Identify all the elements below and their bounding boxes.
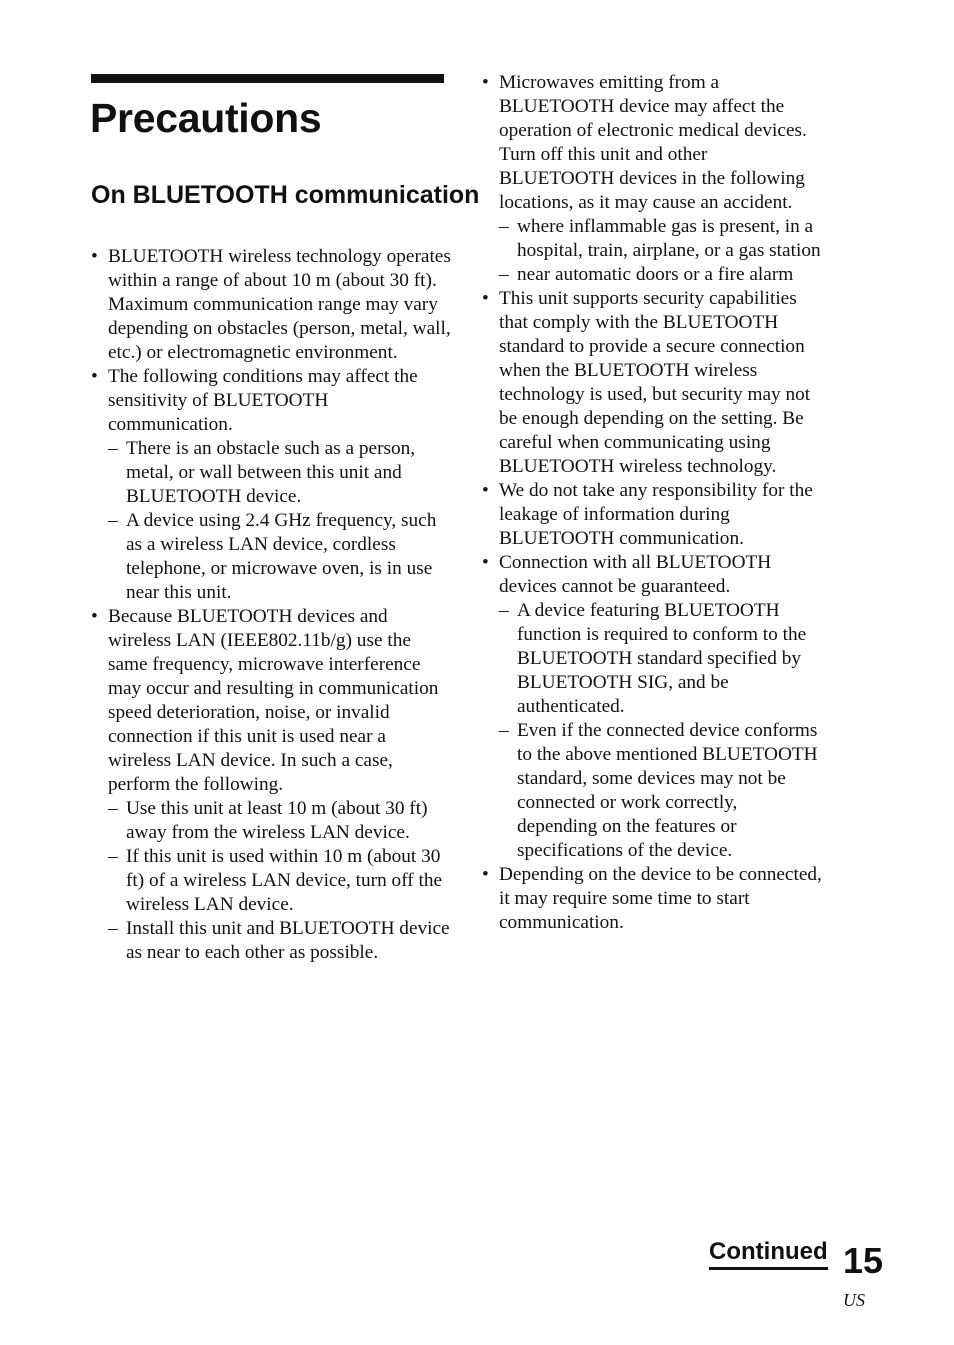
page-title: Precautions (90, 95, 322, 141)
title-rule (91, 74, 444, 83)
page-number: 15 (843, 1240, 884, 1281)
sub-item: – Even if the connected device conforms to the above mentioned BLUETOOTH standard, some devices may not be connected or work correctly, depending on the features or specifications of the device. (499, 719, 822, 863)
sub-item: – If this unit is used within 10 m (about 30 ft) of a wireless LAN device, turn off the wireless LAN device. (108, 845, 451, 917)
sub-item: – where inflammable gas is present, in a hospital, train, airplane, or a gas station (499, 215, 822, 263)
sub-item: – Install this unit and BLUETOOTH device as near to each other as possible. (108, 917, 451, 965)
left-bullet-list (91, 245, 451, 965)
bullet-item (482, 479, 822, 551)
bullet-item (91, 605, 451, 965)
bullet-item (91, 365, 451, 605)
bullet-item (91, 245, 451, 365)
sub-list (108, 437, 451, 605)
bullet-item (482, 863, 822, 935)
bullet-text: Because BLUETOOTH devices and wireless LAN (IEEE802.11b/g) use the same frequency, microwave interference may occur and resulting in communication speed deterioration, noise, or invalid connection if this unit is used near a wireless LAN device. In such a case, perform the following. (108, 606, 439, 795)
bullet-text: We do not take any responsibility for the leakage of information during BLUETOOTH communication. (499, 480, 813, 549)
sub-item: – Use this unit at least 10 m (about 30 ft) away from the wireless LAN device. (108, 797, 451, 845)
sub-item: – near automatic doors or a fire alarm (499, 263, 822, 287)
bullet-text: Microwaves emitting from a BLUETOOTH device may affect the operation of electronic medical devices. Turn off this unit and other BLUETOOTH devices in the following locations, as it may cause an accident. (499, 72, 807, 213)
sub-item: – A device featuring BLUETOOTH function is required to conform to the BLUETOOTH standard specified by BLUETOOTH SIG, and be authenticated. (499, 599, 822, 719)
sub-item: – A device using 2.4 GHz frequency, such as a wireless LAN device, cordless telephone, or microwave oven, is in use near this unit. (108, 509, 451, 605)
right-bullet-list (482, 71, 822, 935)
sub-list (499, 599, 822, 863)
section-heading: On BLUETOOTH communication (91, 181, 480, 209)
left-column (91, 245, 451, 965)
bullet-item (482, 287, 822, 479)
bullet-text: BLUETOOTH wireless technology operates within a range of about 10 m (about 30 ft). Maximum communication range may vary depending on obstacles (person, metal, wall, etc.) or electromagnetic environment. (108, 246, 451, 363)
region-code: US (843, 1290, 865, 1310)
sub-list (108, 797, 451, 965)
bullet-text: The following conditions may affect the sensitivity of BLUETOOTH communication. (108, 366, 418, 435)
bullet-item (482, 71, 822, 287)
bullet-item (482, 551, 822, 863)
bullet-text: Connection with all BLUETOOTH devices cannot be guaranteed. (499, 552, 772, 597)
bullet-text: This unit supports security capabilities that comply with the BLUETOOTH standard to provide a secure connection when the BLUETOOTH wireless technology is used, but security may not be enough depending on the setting. Be careful when communicating using BLUETOOTH wireless technology. (499, 288, 811, 477)
right-column (482, 71, 822, 935)
continued-label: Continued (709, 1237, 828, 1270)
sub-list (499, 215, 822, 287)
bullet-text: Depending on the device to be connected, it may require some time to start communication. (499, 864, 822, 933)
sub-item: – There is an obstacle such as a person, metal, or wall between this unit and BLUETOOTH device. (108, 437, 451, 509)
